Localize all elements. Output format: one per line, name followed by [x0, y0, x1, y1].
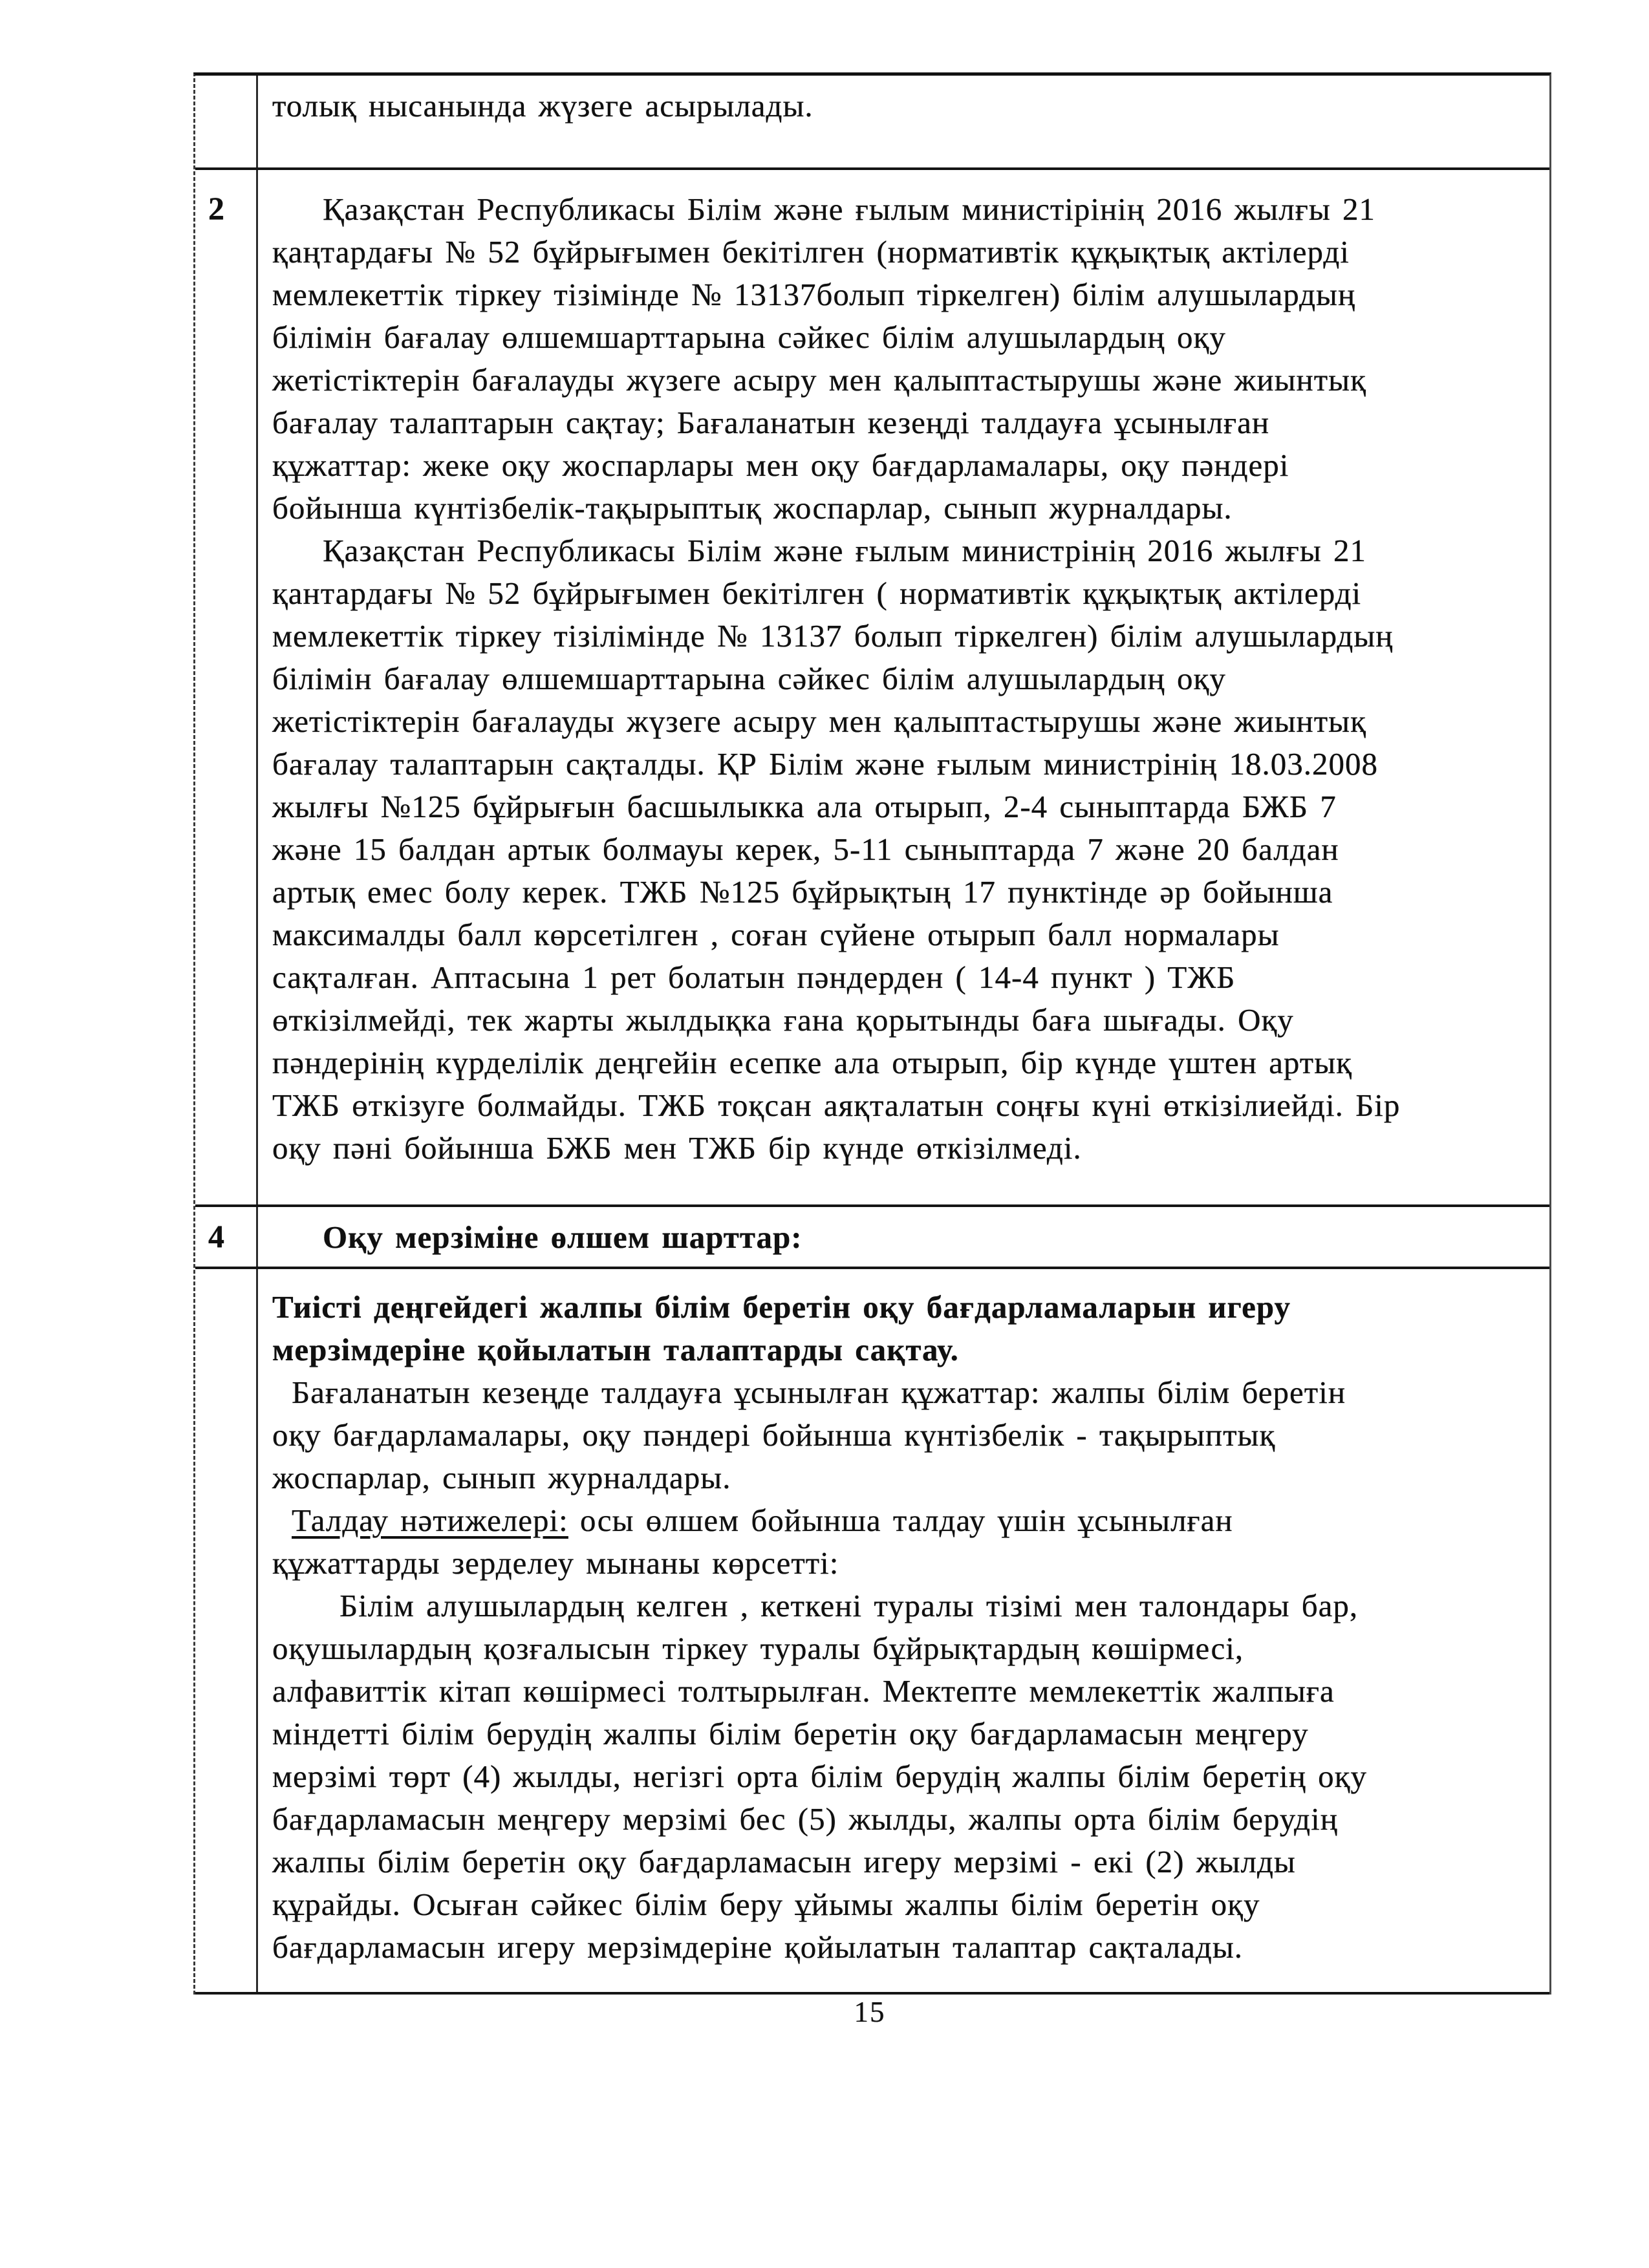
text-line [272, 530, 1544, 572]
text-segment: алфавиттік кітап көшірмесі толтырылған. Мектепте мемлекеттік жалпыға [272, 1673, 1335, 1709]
text-segment: Қазақстан Республикасы Білім және ғылым министрінің 2016 жылғы 21 [323, 533, 1366, 568]
text-line [272, 1670, 1544, 1713]
text-segment: мерзімі төрт (4) жылды, негізгі орта білім берудің жалпы білім беретің оқу [272, 1759, 1367, 1794]
table-row [195, 76, 1549, 170]
text-segment: жоспарлар, сынып журналдары. [272, 1460, 731, 1495]
text-line [272, 1499, 1544, 1542]
text-line [272, 956, 1544, 999]
text-line [272, 658, 1544, 700]
row-text-cell [258, 170, 1549, 1204]
text-segment: және 15 балдан артык болмауы керек, 5-11 сыныптарда 7 және 20 балдан [272, 831, 1339, 867]
text-line [272, 615, 1544, 658]
text-segment: жалпы білім беретін оқу бағдарламасын игеру мерзімі - екі (2) жылды [272, 1844, 1296, 1879]
text-line [272, 1371, 1544, 1414]
text-segment: Қазақстан Республикасы Білім және ғылым министірінің 2016 жылғы 21 [323, 191, 1376, 227]
text-segment: оқушылардың қозғалысын тіркеу туралы бұйрықтардың көшірмесі, [272, 1631, 1244, 1666]
text-segment: осы өлшем бойынша талдау үшін ұсынылған [568, 1503, 1233, 1538]
table-row [195, 1207, 1549, 1269]
text-segment: білімін бағалау өлшемшарттарына сәйкес білім алушылардың оқу [272, 661, 1226, 696]
text-line [272, 359, 1544, 401]
text-segment: құжаттарды зерделеу мынаны көрсетті: [272, 1545, 839, 1581]
text-segment: толық нысанында жүзеге асырылады. [272, 88, 814, 123]
text-segment: мерзімдеріне қойылатын талаптарды сақтау. [272, 1332, 959, 1367]
text-segment: мемлекеттік тіркеу тізімінде № 13137болып тіркелген) білім алушылардың [272, 277, 1356, 312]
text-segment: бағалау талаптарын сақтау; Бағаланатын кезеңді талдауға ұсынылған [272, 405, 1270, 440]
text-segment: Оқу мерзіміне өлшем шарттар: [323, 1219, 803, 1255]
table-row [195, 170, 1549, 1207]
text-line [272, 1216, 1544, 1259]
text-line [272, 572, 1544, 615]
text-line [272, 1883, 1544, 1926]
text-line [272, 700, 1544, 743]
text-segment: оқу бағдарламалары, оқу пәндері бойынша күнтізбелік - тақырыптық [272, 1417, 1276, 1453]
text-segment: қаңтардағы № 52 бұйрығымен бекітілген (нормативтік құқықтық актілерді [272, 234, 1350, 270]
text-segment: бойынша күнтізбелік-тақырыптық жоспарлар, сынып журналдары. [272, 490, 1233, 526]
text-line [272, 786, 1544, 828]
text-line [272, 1084, 1544, 1127]
text-segment: жетістіктерін бағалауды жүзеге асыру мен қалыптастырушы және жиынтық [272, 703, 1366, 739]
text-segment: бағдарламасын игеру мерзімдеріне қойылатын талаптар сақталады. [272, 1929, 1244, 1965]
text-line [272, 231, 1544, 273]
text-segment: құрайды. Осыған сәйкес білім беру ұйымы жалпы білім беретін оқу [272, 1887, 1260, 1922]
text-segment: қантардағы № 52 бұйрығымен бекітілген ( нормативтік құқықтық актілерді [272, 575, 1362, 611]
table-row [195, 1269, 1549, 1995]
text-segment: жылғы №125 бұйрығын басшылыкка ала отырып, 2-4 сыныптарда БЖБ 7 [272, 789, 1337, 824]
text-line [272, 999, 1544, 1042]
text-line [272, 1329, 1544, 1371]
text-segment: құжаттар: жеке оқу жоспарлары мен оқу бағдарламалары, оқу пәндері [272, 447, 1289, 483]
text-line [272, 743, 1544, 786]
text-line [272, 401, 1544, 444]
text-segment: бағалау талаптарын сақталды. ҚР Білім және ғылым министрінің 18.03.2008 [272, 746, 1379, 782]
text-line [272, 1926, 1544, 1969]
text-line [272, 1585, 1544, 1627]
text-line [272, 1457, 1544, 1499]
text-segment: оқу пәні бойынша БЖБ мен ТЖБ бір күнде өткізілмеді. [272, 1130, 1082, 1166]
row-number-cell [195, 76, 258, 167]
text-line [272, 1627, 1544, 1670]
text-segment: максималды балл көрсетілген , соған сүйене отырып балл нормалары [272, 917, 1280, 952]
text-line [272, 487, 1544, 530]
text-line [272, 444, 1544, 487]
row-number-cell: 2 [195, 170, 258, 1204]
text-line [272, 871, 1544, 914]
text-segment: міндетті білім берудің жалпы білім беретін оқу бағдарламасын меңгеру [272, 1716, 1309, 1751]
text-segment: білімін бағалау өлшемшарттарына сәйкес білім алушылардың оқу [272, 319, 1226, 355]
text-line [272, 316, 1544, 359]
text-line [272, 273, 1544, 316]
row-text-cell [258, 76, 1549, 167]
text-line [272, 1841, 1544, 1883]
row-number-cell: 4 [195, 1207, 258, 1267]
row-text-cell [258, 1269, 1549, 1992]
text-segment: артық емес болу керек. ТЖБ №125 бұйрықтың 17 пунктінде әр бойынша [272, 874, 1333, 910]
text-segment: өткізілмейді, тек жарты жылдықка ғана қорытынды баға шығады. Оқу [272, 1002, 1294, 1038]
text-line [272, 1798, 1544, 1841]
text-segment: Білім алушылардың келген , кеткені туралы тізімі мен талондары бар, [339, 1588, 1359, 1623]
page-number: 15 [854, 1996, 886, 2028]
text-segment: сақталған. Аптасына 1 рет болатын пәндерден ( 14-4 пункт ) ТЖБ [272, 959, 1236, 995]
row-text-cell [258, 1207, 1549, 1267]
text-line [272, 85, 1544, 127]
text-segment: пәндерінің күрделілік деңгейін есепке ала отырып, бір күнде үштен артық [272, 1045, 1352, 1080]
text-segment: бағдарламасын меңгеру мерзімі бес (5) жылды, жалпы орта білім берудің [272, 1801, 1338, 1837]
text-line [272, 828, 1544, 871]
text-segment: ТЖБ өткізуге болмайды. ТЖБ тоқсан аяқталатын соңғы күні өткізілиейді. Бір [272, 1087, 1401, 1123]
text-line [272, 1286, 1544, 1329]
text-line [272, 1042, 1544, 1084]
row-number-cell [195, 1269, 258, 1992]
text-segment: жетістіктерін бағалауды жүзеге асыру мен қалыптастырушы және жиынтық [272, 362, 1366, 398]
doc-table [193, 72, 1551, 1995]
text-segment: мемлекеттік тіркеу тізілімінде № 13137 болып тіркелген) білім алушылардың [272, 618, 1394, 654]
text-segment: Тиісті деңгейдегі жалпы білім беретін оқу бағдарламаларын игеру [272, 1289, 1291, 1325]
text-segment: Талдау нәтижелері: [292, 1503, 568, 1538]
text-line [272, 1755, 1544, 1798]
text-segment: Бағаланатын кезеңде талдауға ұсынылған құжаттар: жалпы білім беретін [292, 1375, 1346, 1410]
text-line [272, 1414, 1544, 1457]
text-line [272, 188, 1544, 231]
text-line [272, 1713, 1544, 1755]
text-line [272, 914, 1544, 956]
text-line [272, 1127, 1544, 1170]
text-line [272, 1542, 1544, 1585]
